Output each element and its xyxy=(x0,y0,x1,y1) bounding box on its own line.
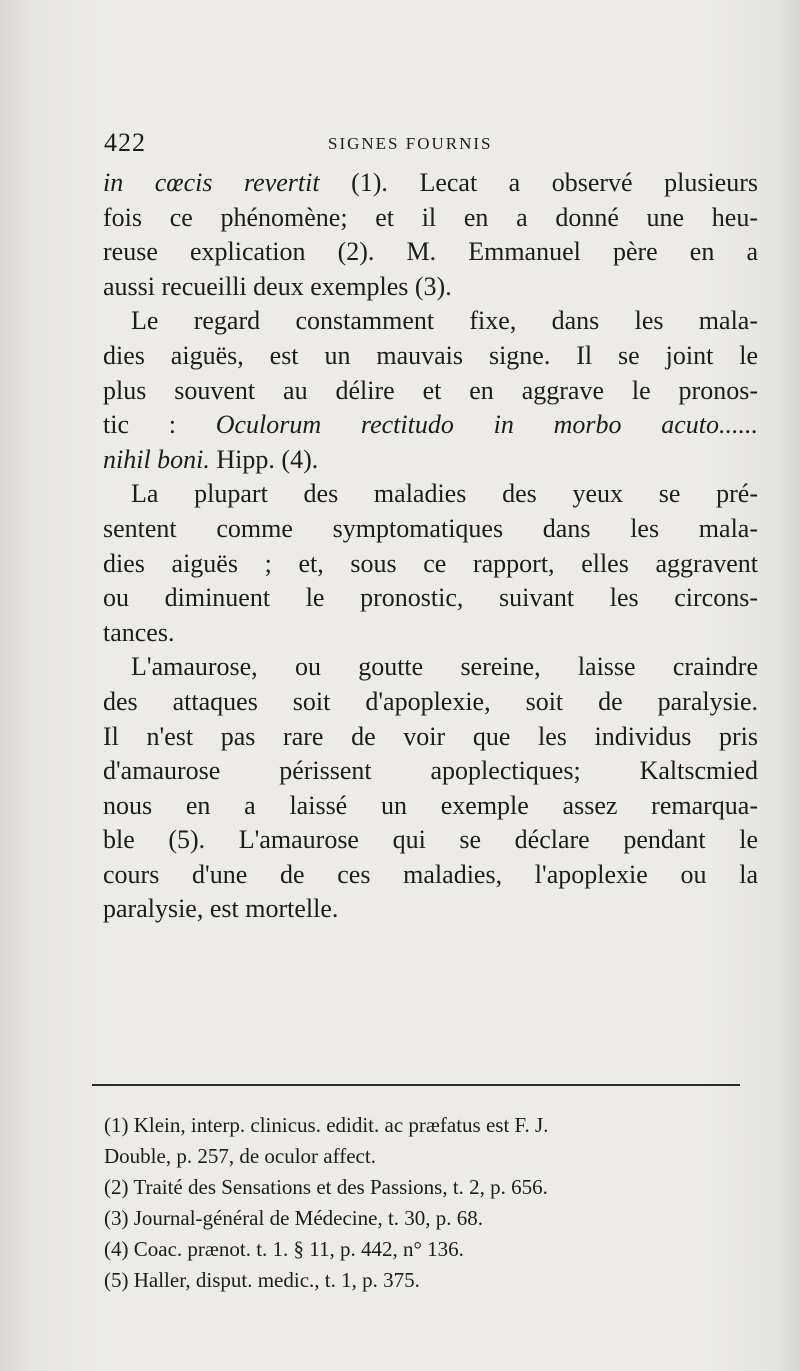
text-line: ble (5). L'amaurose qui se déclare pendant le xyxy=(103,825,758,855)
footnote-1-continued: Double, p. 257, de oculor affect. xyxy=(104,1144,376,1168)
body-text xyxy=(103,166,758,927)
footnote-1: (1) Klein, interp. clinicus. edidit. ac præfatus est F. J. xyxy=(104,1113,549,1137)
text-line: tic : Oculorum rectitudo in morbo acuto...... xyxy=(103,410,758,440)
footnote-2: (2) Traité des Sensations et des Passions, t. 2, p. 656. xyxy=(104,1175,548,1199)
text-line: dies aiguës ; et, sous ce rapport, elles aggravent xyxy=(103,548,758,578)
footnotes xyxy=(104,1110,762,1296)
text-line: nihil boni. Hipp. (4). xyxy=(103,444,319,474)
page-number: 422 xyxy=(104,128,146,157)
footnote-3: (3) Journal-général de Médecine, t. 30, p. 68. xyxy=(104,1206,484,1230)
running-head: SIGNES FOURNIS xyxy=(328,134,493,153)
text-line: aussi recueilli deux exemples (3). xyxy=(103,271,452,301)
text-line: Le regard constamment fixe, dans les mala- xyxy=(131,306,758,336)
footnote-divider xyxy=(92,1084,740,1086)
text-line: Il n'est pas rare de voir que les individus pris xyxy=(103,721,758,751)
text-line: fois ce phénomène; et il en a donné une heu- xyxy=(103,202,758,232)
text-line: d'amaurose périssent apoplectiques; Kaltscmied xyxy=(103,756,758,786)
text-line: La plupart des maladies des yeux se pré- xyxy=(131,479,758,509)
text-line: nous en a laissé un exemple assez remarqua- xyxy=(103,790,758,820)
text-line: paralysie, est mortelle. xyxy=(103,894,339,924)
footnote-4: (4) Coac. prænot. t. 1. § 11, p. 442, n° 136. xyxy=(104,1237,464,1261)
text-line: in cœcis revertit (1). Lecat a observé plusieurs xyxy=(103,168,758,197)
text-line: reuse explication (2). M. Emmanuel père en a xyxy=(103,237,758,267)
text-line: tances. xyxy=(103,617,175,647)
text-line: dies aiguës, est un mauvais signe. Il se joint le xyxy=(103,340,758,370)
text-line: sentent comme symptomatiques dans les mala- xyxy=(103,513,758,543)
text-line: des attaques soit d'apoplexie, soit de paralysie. xyxy=(103,686,758,716)
text-line: L'amaurose, ou goutte sereine, laisse craindre xyxy=(131,652,758,682)
text-line: ou diminuent le pronostic, suivant les circons- xyxy=(103,583,758,613)
text-line: plus souvent au délire et en aggrave le pronos- xyxy=(103,375,758,405)
footnote-5: (5) Haller, disput. medic., t. 1, p. 375. xyxy=(104,1268,420,1292)
text-line: cours d'une de ces maladies, l'apoplexie ou la xyxy=(103,859,758,889)
page-header xyxy=(104,128,764,162)
